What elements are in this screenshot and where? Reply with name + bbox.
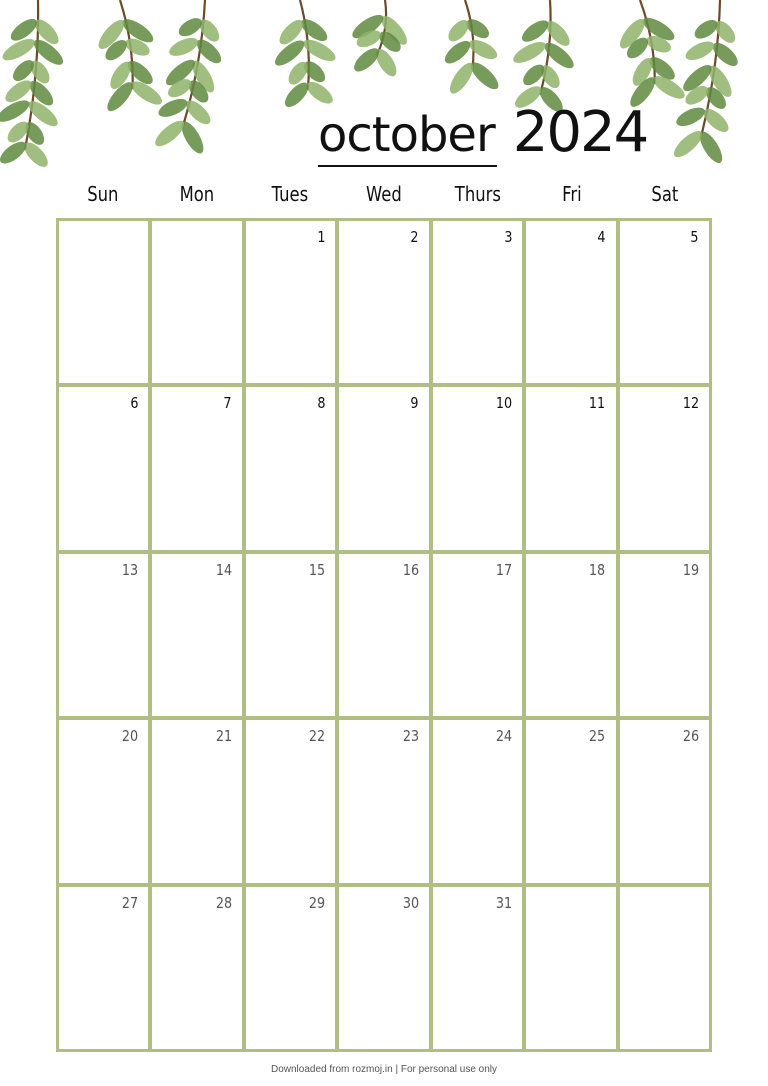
day-cell	[526, 720, 615, 882]
day-number: 4	[597, 228, 606, 246]
day-number: 26	[682, 727, 699, 746]
day-number: 19	[682, 560, 699, 579]
day-number: 25	[589, 727, 606, 746]
day-number: 20	[122, 727, 139, 746]
weekday-header	[56, 182, 712, 206]
day-number: 1	[317, 228, 326, 246]
day-number: 8	[317, 394, 326, 413]
day-number: 22	[309, 727, 326, 746]
day-cell	[339, 387, 428, 549]
day-cell	[620, 221, 709, 383]
month-label: october	[318, 106, 497, 167]
leaf-stem	[465, 0, 473, 70]
day-number: 13	[122, 560, 139, 579]
day-number: 6	[130, 394, 139, 413]
footer-note: Downloaded from rozmoj.in | For personal use only	[270, 1064, 498, 1075]
day-cell	[433, 887, 522, 1049]
day-cell	[59, 221, 148, 383]
day-cell	[620, 387, 709, 549]
leaf	[467, 58, 503, 93]
day-number: 28	[215, 893, 232, 912]
day-cell	[620, 720, 709, 882]
day-number: 7	[223, 394, 232, 413]
day-cell	[59, 387, 148, 549]
day-cell	[246, 720, 335, 882]
day-cell	[152, 221, 241, 383]
day-number: 5	[690, 228, 699, 246]
weekday-tue: Tues	[271, 182, 309, 206]
weekday-wed: Wed	[366, 182, 402, 206]
weekday-mon: Mon	[179, 182, 214, 206]
day-cell	[339, 887, 428, 1049]
day-cell	[526, 221, 615, 383]
day-number: 14	[215, 560, 232, 579]
day-number: 3	[504, 228, 513, 246]
day-cell	[246, 887, 335, 1049]
day-number: 27	[122, 893, 139, 912]
day-number: 11	[589, 394, 606, 413]
leaf	[670, 127, 706, 161]
weekday-sat: Sat	[651, 182, 679, 206]
day-cell	[339, 720, 428, 882]
day-number: 30	[402, 893, 419, 912]
day-number: 9	[410, 394, 419, 413]
day-number: 2	[410, 228, 419, 246]
day-cell	[620, 887, 709, 1049]
day-cell	[526, 554, 615, 716]
day-number: 17	[495, 560, 513, 579]
day-cell	[246, 387, 335, 549]
day-cell	[152, 720, 241, 882]
day-cell	[526, 387, 615, 549]
day-cell	[152, 887, 241, 1049]
year-label: 2024	[512, 100, 648, 165]
day-cell	[152, 387, 241, 549]
leaf	[167, 34, 201, 59]
day-cell	[339, 554, 428, 716]
day-cell	[59, 720, 148, 882]
day-number: 18	[589, 560, 606, 579]
day-number: 29	[309, 893, 326, 912]
day-cell	[152, 554, 241, 716]
day-cell	[433, 387, 522, 549]
day-cell	[433, 221, 522, 383]
leaf	[298, 15, 331, 45]
day-number: 12	[682, 394, 699, 413]
leaf	[466, 36, 500, 63]
calendar-grid	[56, 218, 712, 1052]
day-number: 16	[402, 560, 419, 579]
day-number: 10	[495, 394, 513, 413]
day-cell	[433, 720, 522, 882]
weekday-sun: Sun	[87, 182, 119, 206]
day-cell	[59, 554, 148, 716]
calendar-title	[318, 100, 647, 180]
weekday-fri: Fri	[561, 182, 582, 206]
day-cell	[339, 221, 428, 383]
day-cell	[246, 221, 335, 383]
day-number: 15	[309, 560, 326, 579]
day-cell	[433, 554, 522, 716]
weekday-thu: Thurs	[454, 182, 501, 206]
day-cell	[526, 887, 615, 1049]
leaf	[446, 59, 478, 97]
day-number: 31	[495, 893, 513, 912]
day-cell	[246, 554, 335, 716]
leaf	[683, 38, 717, 64]
day-number: 24	[495, 727, 513, 746]
day-cell	[620, 554, 709, 716]
day-number: 21	[215, 727, 232, 746]
leaf	[0, 96, 32, 126]
leaf	[151, 117, 188, 151]
leaf	[510, 38, 548, 67]
day-cell	[59, 887, 148, 1049]
day-number: 23	[402, 727, 419, 746]
leaf	[518, 16, 551, 46]
